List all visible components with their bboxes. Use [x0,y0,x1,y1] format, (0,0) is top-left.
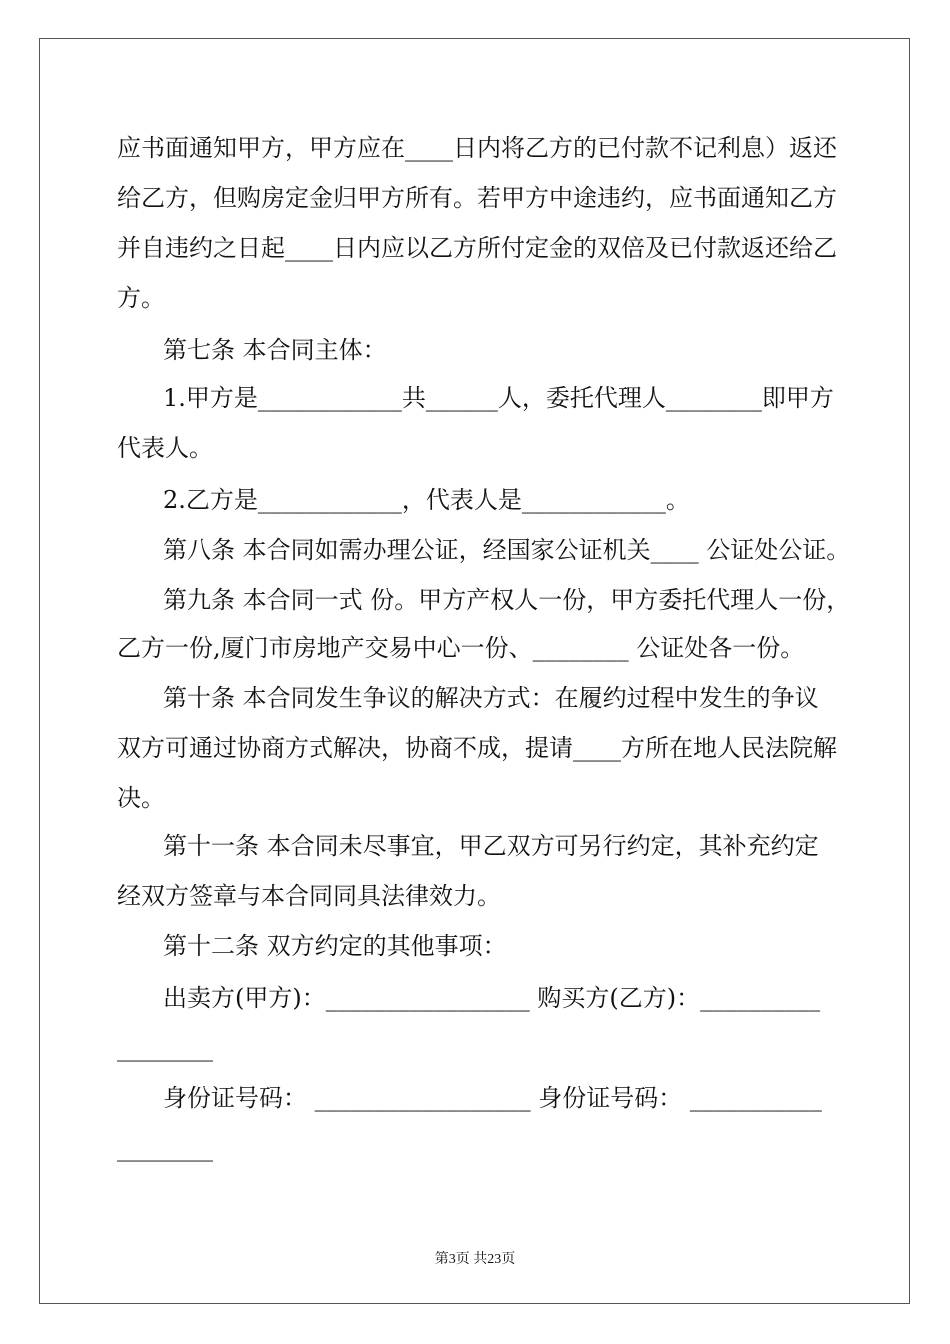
body-line: 应书面通知甲方，甲方应在____日内将乙方的已付款不记利息）返还 [117,134,837,162]
body-line: 给乙方，但购房定金归甲方所有。若甲方中途违约，应书面通知乙方 [117,184,837,212]
body-line: 乙方一份,厦门市房地产交易中心一份、________ 公证处各一份。 [117,634,805,662]
article-heading: 第九条 本合同一式 份。甲方产权人一份，甲方委托代理人一份， [163,586,851,614]
body-line: 并自违约之日起____日内应以乙方所付定金的双倍及已付款返还给乙 [117,234,837,262]
id-number-line: ________ [117,1134,213,1162]
body-line: 经双方签章与本合同同具法律效力。 [117,882,501,910]
body-line: 双方可通过协商方式解决，协商不成，提请____方所在地人民法院解 [117,734,837,762]
signature-line: ________ [117,1034,213,1062]
page-border [39,38,910,1304]
article-heading: 第七条 本合同主体： [163,336,387,364]
body-line: 方。 [117,284,165,312]
id-number-line: 身份证号码： __________________ 身份证号码： ___________ [163,1084,822,1112]
body-line: 决。 [117,784,165,812]
body-line: 2.乙方是____________，代表人是____________。 [163,486,690,514]
body-line: 代表人。 [117,434,213,462]
article-heading: 第十二条 双方约定的其他事项： [163,932,507,960]
article-heading: 第十一条 本合同未尽事宜，甲乙双方可另行约定，其补充约定 [163,832,819,860]
page-footer: 第3页 共23页 [434,1252,516,1267]
article-heading: 第十条 本合同发生争议的解决方式：在履约过程中发生的争议 [163,684,819,712]
body-line: 1.甲方是____________共______人，委托代理人________即甲方 [163,384,834,412]
signature-line: 出卖方(甲方)：_________________ 购买方(乙方)：__________ [163,984,821,1012]
article-heading: 第八条 本合同如需办理公证，经国家公证机关____ 公证处公证。 [163,536,851,564]
